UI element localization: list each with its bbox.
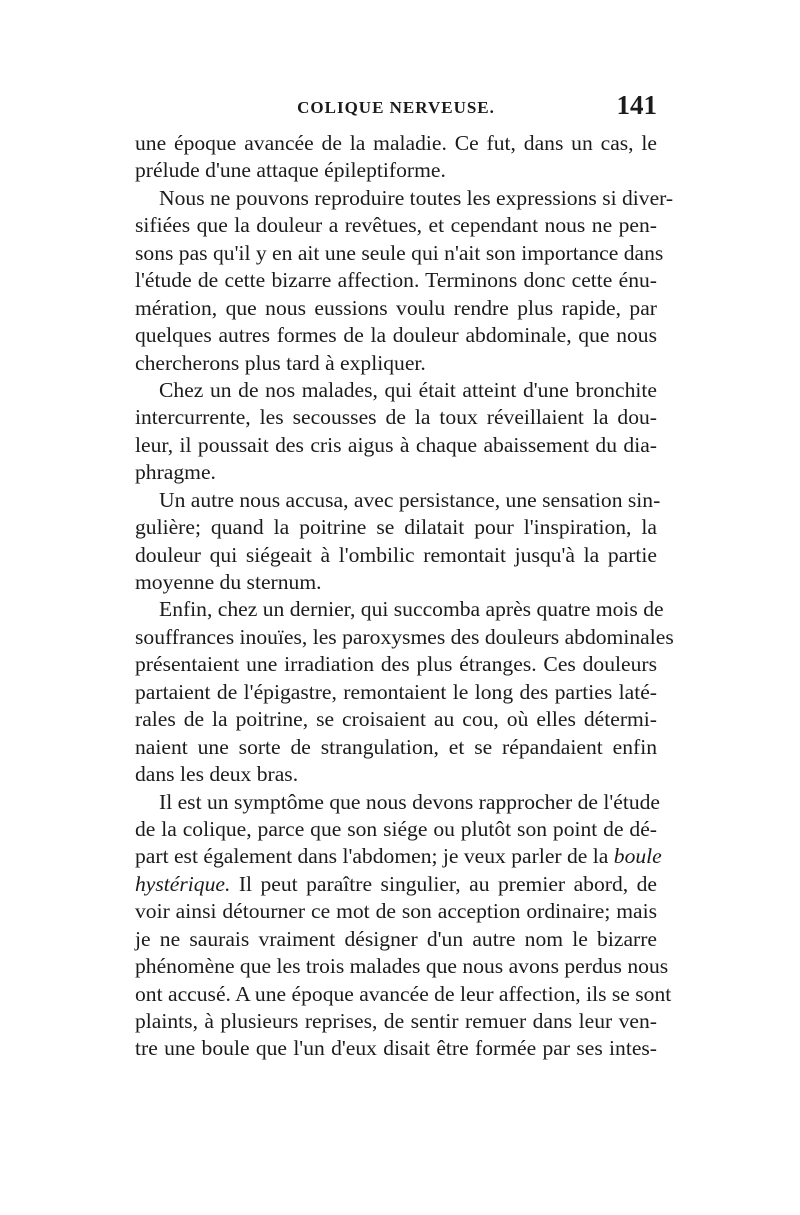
text-line: je ne saurais vraiment désigner d'un autre nom le bizarre — [135, 926, 657, 951]
text-line-with-italic — [135, 871, 657, 898]
italic-term: boule — [613, 844, 662, 869]
text-line: phragme. — [135, 460, 216, 485]
text-line: tre une boule que l'un d'eux disait être formée par ses intes- — [135, 1036, 657, 1061]
text-line: rales de la poitrine, se croisaient au cou, où elles détermi- — [135, 707, 657, 732]
text-line: Chez un de nos malades, qui était atteint d'une bronchite — [159, 377, 657, 402]
text-line: dans les deux bras. — [135, 762, 299, 787]
text-line: ont accusé. A une époque avancée de leur affection, ils se sont — [135, 981, 672, 1006]
text-line: partaient de l'épigastre, remontaient le long des parties laté- — [135, 679, 657, 704]
text-line: souffrances inouïes, les paroxysmes des douleurs abdominales — [135, 624, 674, 649]
book-page — [135, 90, 674, 1063]
text-line-with-italic — [135, 843, 662, 870]
text-line: chercherons plus tard à expliquer. — [135, 350, 426, 375]
text-line: Enfin, chez un dernier, qui succomba après quatre mois de — [159, 597, 664, 622]
text-line: sons pas qu'il y en ait une seule qui n'ait son importance dans — [135, 240, 664, 265]
text-line: sifiées que la douleur a revêtues, et cependant nous ne pen- — [135, 213, 657, 238]
running-title: COLIQUE NERVEUSE. — [297, 98, 495, 117]
text-line: présentaient une irradiation des plus étranges. Ces douleurs — [135, 652, 657, 677]
text-line: l'étude de cette bizarre affection. Terminons donc cette énu- — [135, 268, 657, 293]
body-text — [135, 130, 674, 1063]
text-line: moyenne du sternum. — [135, 570, 322, 594]
text-line: gulière; quand la poitrine se dilatait pour l'inspiration, la — [135, 515, 657, 540]
text-line: leur, il poussait des cris aigus à chaque abaissement du dia- — [135, 432, 657, 457]
text-line: phénomène que les trois malades que nous avons perdus nous — [135, 954, 669, 979]
text-line: Nous ne pouvons reproduire toutes les expressions si diver- — [159, 185, 674, 210]
text-line: prélude d'une attaque épileptiforme. — [135, 158, 446, 183]
text-line: de la colique, parce que son siége ou plutôt son point de dé- — [135, 816, 657, 841]
page-number: 141 — [616, 90, 657, 120]
italic-term: hystérique. — [135, 871, 231, 896]
text-line: Il est un symptôme que nous devons rapprocher de l'étude — [159, 789, 661, 814]
text-fragment: part est également dans l'abdomen; je veux parler de la — [135, 844, 609, 869]
text-line: naient une sorte de strangulation, et se répandaient enfin — [135, 734, 657, 759]
text-line: plaints, à plusieurs reprises, de sentir remuer dans leur ven- — [135, 1009, 657, 1033]
text-line: intercurrente, les secousses de la toux réveillaient la dou- — [135, 405, 657, 430]
text-line: une époque avancée de la maladie. Ce fut, dans un cas, le — [135, 131, 657, 155]
text-fragment: Il peut paraître singulier, au premier abord, de — [230, 871, 657, 896]
text-line: quelques autres formes de la douleur abdominale, que nous — [135, 323, 657, 348]
text-line: Un autre nous accusa, avec persistance, une sensation sin- — [159, 487, 661, 512]
text-line: mération, que nous eussions voulu rendre plus rapide, par — [135, 295, 657, 320]
text-line: douleur qui siégeait à l'ombilic remontait jusqu'à la partie — [135, 542, 657, 567]
text-line: voir ainsi détourner ce mot de son acception ordinaire; mais — [135, 899, 657, 924]
running-head — [135, 90, 657, 130]
